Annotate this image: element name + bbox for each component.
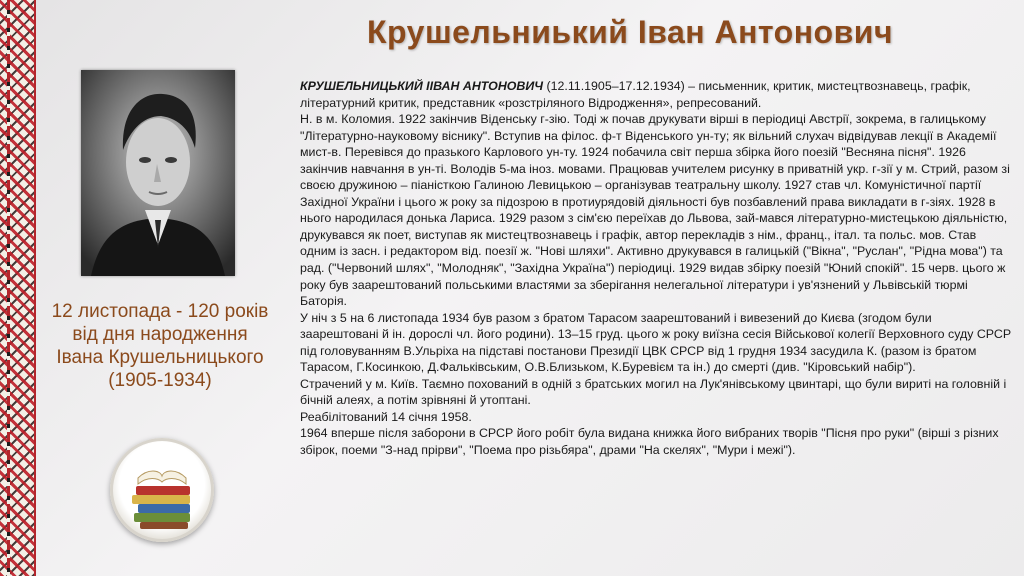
- portrait-photo: [81, 70, 235, 276]
- anniversary-caption: [40, 300, 280, 392]
- caption-line: від дня народження: [72, 324, 248, 345]
- portrait-silhouette-icon: [81, 70, 235, 276]
- caption-line: 12 листопада - 120 років: [51, 301, 269, 322]
- bio-intro-paragraph: [300, 78, 1012, 111]
- bio-paragraph: Н. в м. Коломия. 1922 закінчив Віденську г-зію. Тоді ж почав друкувати вірші в періодиці Австрії, зокрема, в галицькому "Літературно-науковому віснику". Вступив на філос. ф-т Віденського ун-ту; як вільний слухач відвідував лекції в Академії мист-в. Перевівся до празького Карлового ун-ту. 1924 побачила світ перша збірка його поезій "Весняна пісня". 1926 закінчив навчання в ун-ті. Володів 5-ма іноз. мовами. Працював учителем рисунку в приватній укр. г-зії у м. Стрий, разом зі своєю дружиною – піаністкою Галиною Левицькою – організував театральну школу. 1927 став чл. Комуністичної партії Західної України і цього ж року за підозрою в протиурядовій діяльності був позбавлений права викладати в г-зіях. 1928 в нього народилася донька Лариса. 1929 разом з сім'єю переїхав до Львова, зай-мався літературно-мистецькою діяльністю, друкувався як поет, виступав як мистецтвознавець і графік, автор перекладів з нім., франц., італ. та польс. мов. Став одним із засн. і редактором від. поезії ж. "Нові шляхи". Активно друкувався в галицькій ("Вікна", "Руслан", "Рідна мова") та рад. ("Червоний шлях", "Молодняк", "Західна Україна") періодиці. 1929 видав збірку поезій "Юний спокій". 15 черв. цього ж року був заарештований польськими властями за зберігання нелегальної літератури і ув'язнений у Львівській тюрмі Баторія.: [300, 112, 1010, 309]
- bio-name: КРУШЕЛЬНИЦЬКИЙ ІІВАН АНТОНОВИЧ: [300, 79, 544, 93]
- embroidery-border: [0, 0, 36, 576]
- bio-intro: (12.11.1905–17.12.1934) – письменник, критик, мистецтвознавець, графік, літературний критик, представник «розстріляного Відродження», репресований.: [300, 79, 971, 110]
- caption-line: Івана Крушельницького: [56, 347, 264, 368]
- stacked-books-icon: [110, 438, 214, 542]
- books-medallion: [110, 438, 214, 542]
- bio-paragraph: У ніч з 5 на 6 листопада 1934 був разом з братом Тарасом заарештований і вивезений до Києва (згодом були заарештовані й ін. дорослі чл. його родини). 13–15 груд. цього ж року виїзна сесія Військової колегії Верховного суду СРСР під головуванням В.Ульріха на підставі постанови Президії ЦВК СРСР від 1 грудня 1934 засудила К. (разом із братом Тарасом, Г.Косинкою, Д.Фальківським, О.В.Близьком, К.Буревієм та ін.) до смерті (див. "Кіровський набір").: [300, 310, 1012, 375]
- page-title: Крушельниький Іван Антонович: [366, 14, 894, 50]
- biography-text: [300, 78, 1012, 459]
- bio-paragraph: Реабілітований 14 січня 1958.: [300, 409, 472, 424]
- caption-line: (1905-1934): [108, 370, 212, 391]
- bio-paragraph: 1964 вперше після заборони в СРСР його робіт була видана книжка його вибраних творів "Пісня про руки" (вірші з різних збірок, поеми "З-над прірви", "Поема про різьбяра", драми "На скелях", "Мури і межі").: [300, 426, 999, 458]
- bio-paragraph: Страчений у м. Київ. Таємно похований в одній з братських могил на Лук'янівському цвинтарі, що були вириті на головній і бічній алеях, а потім зрівняні й утоптані.: [300, 376, 1007, 408]
